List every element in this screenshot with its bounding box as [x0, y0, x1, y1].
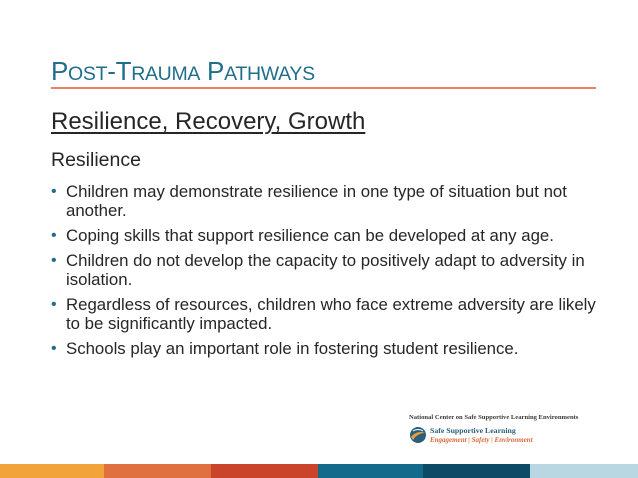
- bar-segment: [104, 464, 211, 478]
- title-part: -T: [107, 56, 132, 86]
- bullet-item: [51, 226, 596, 245]
- bullet-icon: •: [51, 296, 57, 313]
- bullet-icon: •: [51, 227, 57, 244]
- bullet-item: [51, 182, 596, 220]
- bullet-item: [51, 251, 596, 289]
- title-part: P: [200, 56, 225, 86]
- bullet-icon: •: [51, 252, 57, 269]
- bar-segment: [530, 464, 638, 478]
- bar-segment: [0, 464, 104, 478]
- slide-title: [51, 56, 315, 89]
- sssle-logo: [409, 414, 599, 450]
- bar-segment: [423, 464, 530, 478]
- bullet-text: Coping skills that support resilience can be developed at any age.: [66, 226, 554, 245]
- bar-segment: [211, 464, 318, 478]
- section-heading: Resilience: [51, 149, 141, 171]
- globe-swoosh-icon: [409, 426, 427, 444]
- title-part: OST: [68, 63, 108, 85]
- bullet-text: Children may demonstrate resilience in one type of situation but not another.: [66, 182, 567, 220]
- logo-program-name: Safe Supportive Learning: [430, 426, 516, 435]
- slide-subtitle: Resilience, Recovery, Growth: [51, 108, 366, 135]
- title-part: RAUMA: [131, 63, 201, 85]
- bottom-color-bar: [0, 464, 638, 478]
- bullet-text: Children do not develop the capacity to positively adapt to adversity in isolation.: [66, 251, 585, 289]
- bullet-text: Schools play an important role in fostering student resilience.: [66, 339, 519, 358]
- title-part: P: [51, 56, 69, 86]
- logo-tagline: Engagement | Safety | Environment: [430, 436, 533, 444]
- title-part: ATHWAYS: [224, 63, 315, 85]
- logo-org-name: National Center on Safe Supportive Learning Environments: [409, 414, 579, 421]
- title-divider: [51, 87, 596, 89]
- bar-segment: [318, 464, 423, 478]
- bullet-item: [51, 339, 596, 358]
- bullet-list: [51, 182, 596, 364]
- bullet-text: Regardless of resources, children who face extreme adversity are likely to be significantly impacted.: [66, 295, 596, 333]
- bullet-item: [51, 295, 596, 333]
- bullet-icon: •: [51, 340, 57, 357]
- bullet-icon: •: [51, 183, 57, 200]
